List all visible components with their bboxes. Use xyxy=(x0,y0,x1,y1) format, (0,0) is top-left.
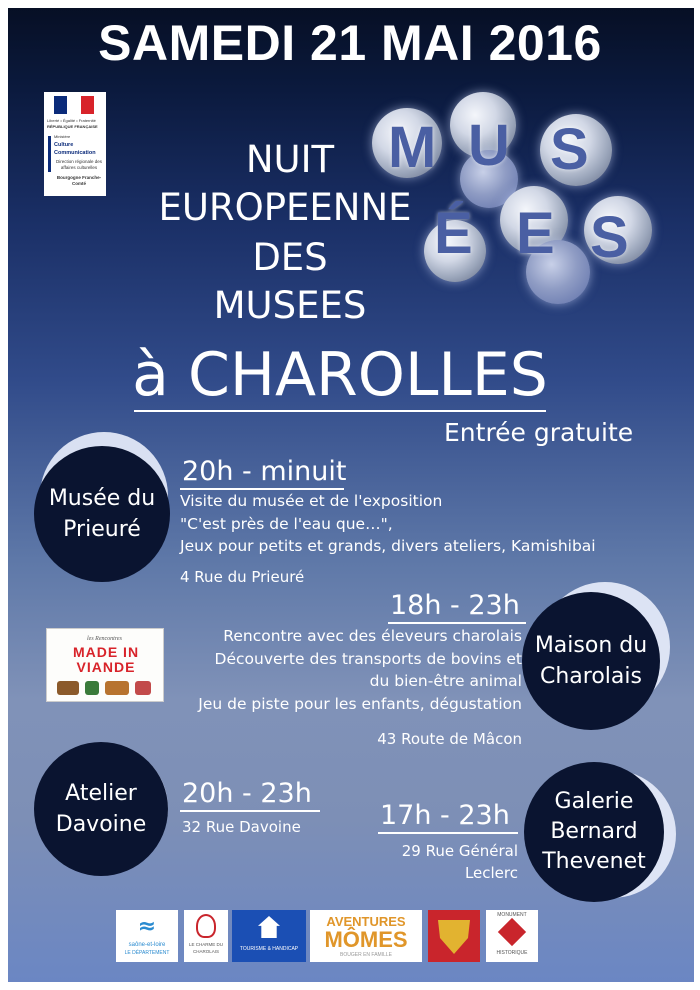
venue-address: 43 Route de Mâcon xyxy=(377,730,522,748)
person-icon xyxy=(135,681,151,695)
description-line: "C'est près de l'eau que…", xyxy=(180,514,393,533)
venue-name: Bernard xyxy=(550,819,638,844)
venue-address: 29 Rue Général xyxy=(401,842,518,860)
venue-time: 17h - 23h xyxy=(380,800,510,831)
event-date-headline: SAMEDI 21 MAI 2016 xyxy=(98,15,602,71)
republique-motto: Liberté • Égalité • Fraternité xyxy=(47,118,96,123)
ministere-culture-logo xyxy=(44,92,106,196)
bull-icon xyxy=(196,914,216,938)
time-underline xyxy=(388,622,526,624)
title-line-musees: MUSEES xyxy=(213,284,367,327)
region-label: Bourgogne Franche-Comté xyxy=(56,175,102,186)
cow-icon xyxy=(57,681,79,695)
house-icon xyxy=(258,916,280,938)
town-underline xyxy=(134,410,546,412)
communication-label: Communication xyxy=(54,150,96,156)
made-in-viande-logo xyxy=(46,628,164,702)
venue-name: Musée du xyxy=(48,486,156,511)
free-entry-label: Entrée gratuite xyxy=(444,418,634,447)
venue-name: Prieuré xyxy=(63,517,141,542)
lion-icon xyxy=(434,916,474,956)
venue-name: Maison du xyxy=(534,633,648,658)
venue-address: Leclerc xyxy=(464,864,518,882)
venue-address: 32 Rue Davoine xyxy=(182,818,301,836)
venue-time: 20h - 23h xyxy=(182,778,312,809)
republique-francaise-label: RÉPUBLIQUE FRANÇAISE xyxy=(47,124,98,129)
department-icon: ≈ xyxy=(137,914,157,939)
venue-name: Atelier xyxy=(65,781,137,806)
labyrinth-icon xyxy=(498,918,526,946)
marianne-flag-icon xyxy=(54,96,94,114)
cow-icon xyxy=(105,681,129,695)
title-line-des: DES xyxy=(252,236,328,279)
time-underline xyxy=(180,810,320,812)
description-line: Visite du musée et de l'exposition xyxy=(180,492,443,510)
venue-name: Charolais xyxy=(540,664,642,689)
description-line: Jeux pour petits et grands, divers ateliers, Kamishibai xyxy=(180,537,596,555)
title-line-europeenne: EUROPEENNE xyxy=(158,186,412,229)
saone-et-loire-logo: ≈ saône-et-loire LE DÉPARTEMENT xyxy=(116,910,178,962)
venue-musee-du-prieure xyxy=(34,446,170,582)
charme-du-charolais-logo: LE CHARME DU CHAROLAIS xyxy=(184,910,228,962)
venue-atelier-davoine xyxy=(34,742,168,876)
drac-label: Direction régionale des affaires culturelles xyxy=(55,159,103,170)
description-line: Jeu de piste pour les enfants, dégustation xyxy=(198,694,522,713)
venue-name: Davoine xyxy=(55,812,147,837)
ministere-label: Ministère xyxy=(54,134,71,139)
made-in-viande-title: MADE IN VIANDE xyxy=(72,644,140,675)
charolles-coat-of-arms-logo xyxy=(428,910,480,962)
made-in-viande-subtitle: les Rencontres xyxy=(87,636,122,642)
venue-address: 4 Rue du Prieuré xyxy=(180,568,305,586)
description-line: Rencontre avec des éleveurs charolais xyxy=(223,627,522,645)
person-icon xyxy=(85,681,99,695)
musees-letter: S xyxy=(590,205,629,270)
venue-description xyxy=(150,625,522,715)
musees-letter: M xyxy=(388,115,437,180)
venue-time: 18h - 23h xyxy=(390,590,520,621)
venue-maison-du-charolais xyxy=(522,592,660,730)
monument-historique-logo: MONUMENT HISTORIQUE xyxy=(486,910,538,962)
venue-description xyxy=(180,490,660,558)
venue-name: Thevenet xyxy=(542,849,646,874)
time-underline xyxy=(378,832,518,834)
culture-label: Culture xyxy=(54,142,74,148)
title-line-nuit: NUIT xyxy=(245,138,335,181)
musees-letter: É xyxy=(434,201,473,266)
tourisme-handicap-logo: TOURISME & HANDICAP xyxy=(232,910,306,962)
description-line: Découverte des transports de bovins et xyxy=(214,649,522,668)
musees-letter: S xyxy=(550,117,589,182)
aventures-momes-logo: AVENTURES MÔMES BOUGER EN FAMILLE xyxy=(310,910,422,962)
description-line: du bien-être animal xyxy=(369,672,522,690)
venue-time: 20h - minuit xyxy=(182,456,347,487)
musees-letter: E xyxy=(516,201,555,266)
venue-name: Galerie xyxy=(554,789,634,814)
town-title: à CHAROLLES xyxy=(132,340,548,410)
musees-letter: U xyxy=(468,113,510,178)
logo-divider xyxy=(48,136,51,172)
venue-galerie-bernard-thevenet xyxy=(524,762,664,902)
